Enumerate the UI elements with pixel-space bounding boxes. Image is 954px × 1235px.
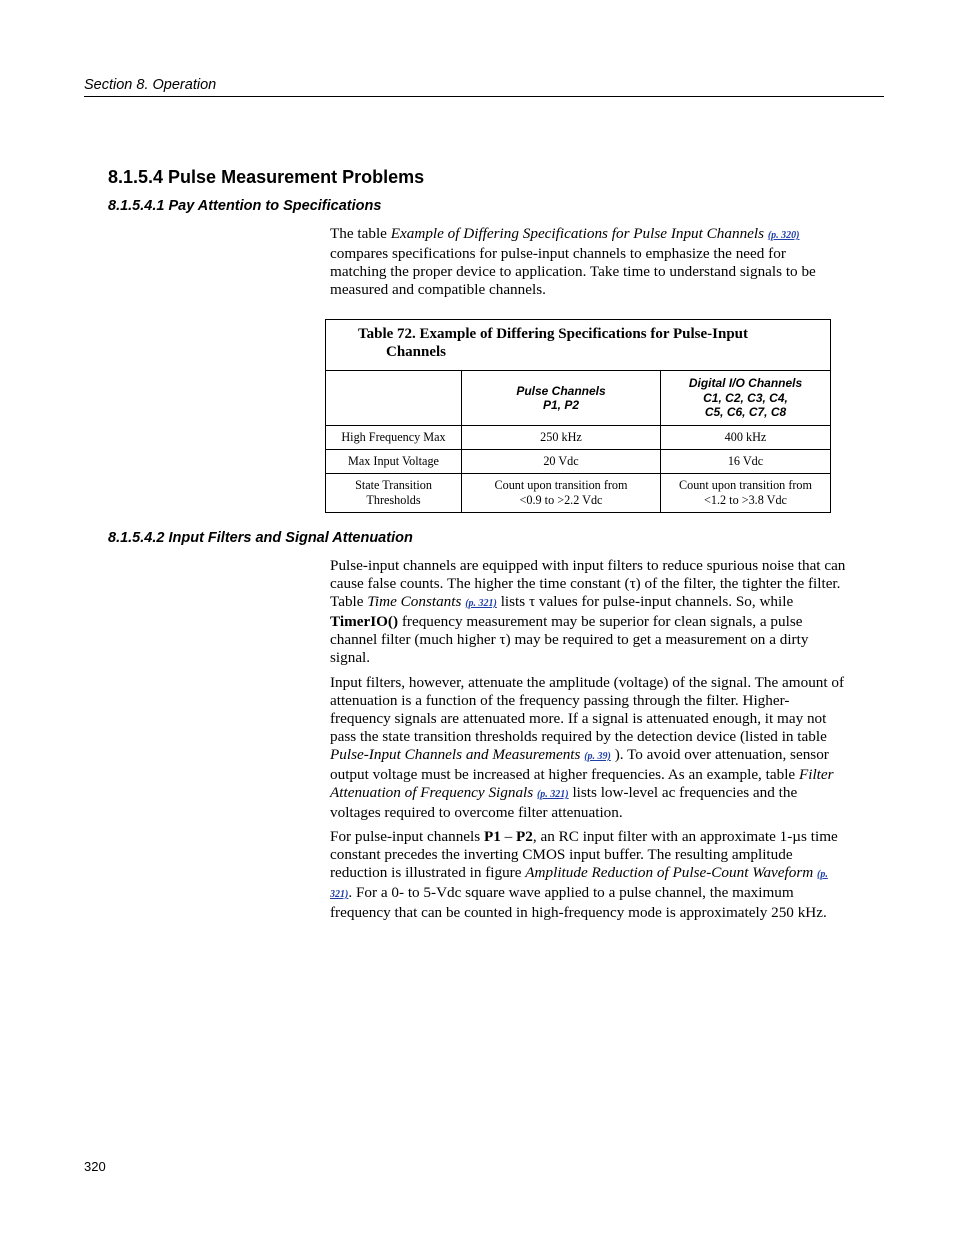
instruction-name: TimerIO() [330,613,399,630]
table-row [326,450,831,474]
subsection-heading-input-filters: 8.1.5.4.2 Input Filters and Signal Attenuation [108,530,413,546]
running-header: Section 8. Operation [84,77,217,93]
table-caption-line: Channels [386,344,447,360]
text-run: The table [330,225,391,242]
filters-paragraph-3 [330,828,846,922]
table-cell: 400 kHz [661,426,831,450]
table-reference-link[interactable]: Pulse-Input Channels and Measurements [330,746,581,763]
table-row [326,426,831,450]
text-run: Input filters, however, attenuate the amplitude (voltage) of the signal. The amount of attenuation is a function of the frequency passing through the filter. Higher-frequency signals are attenuated more. If a signal is attenuated enough, it may not pass the state transition thresholds required by the detection device (listed in table [330,674,845,745]
text-run: lists low-level ac frequencies and the voltages required to overcome filter attenuation. [330,784,798,821]
table-cell: Max Input Voltage [326,450,462,474]
text-run: – [500,828,517,845]
page-number: 320 [84,1159,106,1174]
table-cell: 20 Vdc [462,450,661,474]
table-cell: 16 Vdc [661,450,831,474]
table-caption [326,320,831,371]
page-reference-link[interactable]: (p. 320) [767,230,800,241]
text-run: compares specifications for pulse-input channels to emphasize the need for matching the proper device to application. Take time to understand signals to be measured and compatible channels. [330,245,816,298]
text-run: For pulse-input channels [330,828,484,845]
table-cell: Count upon transition from <1.2 to >3.8 Vdc [661,474,831,513]
table-reference-link[interactable]: Example of Differing Specifications for Pulse Input Channels [390,225,765,242]
table-header-digital-io-channels: Digital I/O Channels C1, C2, C3, C4, C5, C6, C7, C8 [661,371,831,426]
table-cell: High Frequency Max [326,426,462,450]
figure-reference-link[interactable]: Amplitude Reduction of Pulse-Count Waveform [525,864,814,881]
table-caption-line: Table 72. Example of Differing Specifications for Pulse-Input [358,326,749,342]
text-run: lists τ values for pulse-input channels. So, while [496,593,794,610]
specifications-table [325,319,831,513]
table-header-empty [326,371,462,426]
section-heading: 8.1.5.4 Pulse Measurement Problems [108,167,425,187]
table-row [326,474,831,513]
page-reference-link[interactable]: (p. 39) [584,751,611,762]
page-reference-link[interactable]: (p. 321) [536,789,569,800]
table-cell: Count upon transition from <0.9 to >2.2 Vdc [462,474,661,513]
text-run: frequency measurement may be superior for clean signals, a pulse channel filter (much higher τ) may be required to get a measurement on a dirty signal. [330,613,809,666]
text-run: , an RC input filter with an approximate 1-µs time constant precedes the inverting CMOS input buffer. The resulting amplitude reduction is illustrated in figure [330,828,838,881]
header-rule [84,96,884,97]
text-run: Pulse-input channels are equipped with input filters to reduce spurious noise that can cause false counts. The higher the time constant (τ) of the filter, the tighter the filter. Table [330,557,846,610]
table-reference-link[interactable]: Filter Attenuation of Frequency Signals [330,766,834,801]
page-reference-link[interactable]: (p. 321) [330,869,828,900]
table-cell: State Transition Thresholds [326,474,462,513]
table-reference-link[interactable]: Time Constants [367,593,462,610]
page-reference-link[interactable]: (p. 321) [465,598,497,609]
table-header-pulse-channels: Pulse Channels P1, P2 [462,371,661,426]
text-run: ). To avoid over attenuation, sensor output voltage must be increased at higher frequencies. As an example, table [330,746,829,783]
table-cell: 250 kHz [462,426,661,450]
channel-name: P1 [483,828,501,845]
filters-paragraph-2 [330,674,846,822]
intro-paragraph [330,225,846,299]
channel-name: P2 [516,828,533,845]
filters-paragraph-1 [330,557,846,667]
text-run: . For a 0- to 5-Vdc square wave applied to a pulse channel, the maximum frequency that can be counted in high-frequency mode is approximately 250 kHz. [330,884,827,921]
subsection-heading-specifications: 8.1.5.4.1 Pay Attention to Specifications [108,198,382,214]
